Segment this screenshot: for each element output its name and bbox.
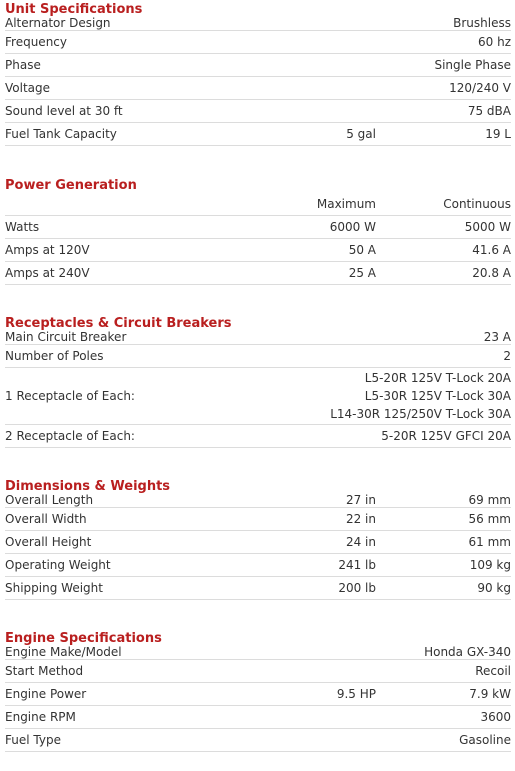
table-row — [5, 262, 511, 285]
row-value-metric: 69 mm — [376, 494, 511, 508]
row-value: 60 hz — [376, 31, 511, 54]
row-label: Fuel Type — [5, 729, 250, 752]
table-row — [5, 554, 511, 577]
table-row — [5, 216, 511, 239]
spec-table — [5, 193, 511, 285]
table-row — [5, 508, 511, 531]
row-label: Amps at 240V — [5, 262, 250, 285]
spec-table — [5, 331, 511, 448]
section-title: Engine Specifications — [5, 631, 162, 646]
unit-specifications-section — [5, 0, 511, 146]
row-label: Operating Weight — [5, 554, 250, 577]
section-title: Power Generation — [5, 178, 137, 193]
column-header — [5, 193, 250, 216]
receptacle-item: L5-20R 125V T-Lock 20A — [364, 371, 511, 385]
row-value: Brushless — [376, 17, 511, 31]
power-generation-section — [5, 176, 511, 285]
column-header-continuous: Continuous — [376, 193, 511, 216]
table-row — [5, 660, 511, 683]
row-value-metric: 109 kg — [376, 554, 511, 577]
row-value: 120/240 V — [376, 77, 511, 100]
row-value-imperial — [250, 646, 376, 660]
row-value-metric: 61 mm — [376, 531, 511, 554]
row-value-imperial — [250, 100, 376, 123]
row-value-imperial: 22 in — [250, 508, 376, 531]
table-row — [5, 425, 511, 448]
table-row — [5, 123, 511, 146]
table-row — [5, 54, 511, 77]
spec-table — [5, 494, 511, 600]
row-label: Watts — [5, 216, 250, 239]
table-row — [5, 706, 511, 729]
section-title: Dimensions & Weights — [5, 479, 171, 494]
table-row — [5, 331, 511, 345]
row-value-imperial — [250, 31, 376, 54]
row-value-imperial — [250, 54, 376, 77]
row-value-imperial — [250, 345, 376, 368]
row-value-imperial: 24 in — [250, 531, 376, 554]
row-value-continuous: 41.6 A — [376, 239, 511, 262]
row-value-imperial: 241 lb — [250, 554, 376, 577]
row-label: Overall Width — [5, 508, 250, 531]
row-value: Recoil — [376, 660, 511, 683]
row-value: 23 A — [376, 331, 511, 345]
row-label: Number of Poles — [5, 345, 250, 368]
row-label: Engine Make/Model — [5, 646, 250, 660]
table-row — [5, 239, 511, 262]
row-value-imperial — [250, 331, 376, 345]
column-header-maximum: Maximum — [250, 193, 376, 216]
table-row — [5, 345, 511, 368]
spec-table — [5, 646, 511, 752]
table-row — [5, 531, 511, 554]
row-label: Amps at 120V — [5, 239, 250, 262]
receptacle-item: L5-30R 125V T-Lock 30A — [364, 389, 511, 403]
row-value: 5-20R 125V GFCI 20A — [250, 425, 511, 448]
row-label: Overall Length — [5, 494, 250, 508]
table-row — [5, 683, 511, 706]
table-row — [5, 368, 511, 425]
row-value-metric: 90 kg — [376, 577, 511, 600]
row-value: Single Phase — [376, 54, 511, 77]
spec-table — [5, 17, 511, 146]
row-value: 7.9 kW — [376, 683, 511, 706]
row-value-maximum: 6000 W — [250, 216, 376, 239]
row-label: Engine RPM — [5, 706, 250, 729]
row-value-imperial — [250, 77, 376, 100]
table-row — [5, 577, 511, 600]
table-row — [5, 100, 511, 123]
row-value: Honda GX-340 — [376, 646, 511, 660]
table-row — [5, 646, 511, 660]
row-value-imperial — [250, 706, 376, 729]
row-value-continuous: 20.8 A — [376, 262, 511, 285]
row-value-imperial — [250, 660, 376, 683]
section-title: Unit Specifications — [5, 2, 143, 17]
row-value-imperial — [250, 729, 376, 752]
table-row — [5, 494, 511, 508]
row-label: Start Method — [5, 660, 250, 683]
row-value: 19 L — [376, 123, 511, 146]
row-label: Phase — [5, 54, 250, 77]
row-value-metric: 56 mm — [376, 508, 511, 531]
row-value: 75 dBA — [376, 100, 511, 123]
row-label: Overall Height — [5, 531, 250, 554]
row-value-imperial: 27 in — [250, 494, 376, 508]
row-label: Alternator Design — [5, 17, 250, 31]
receptacle-list — [250, 368, 511, 425]
row-label: Fuel Tank Capacity — [5, 123, 250, 146]
receptacles-section — [5, 314, 511, 448]
row-label: Engine Power — [5, 683, 250, 706]
row-label: Frequency — [5, 31, 250, 54]
dimensions-weights-section — [5, 477, 511, 600]
row-value: 2 — [376, 345, 511, 368]
row-label: Main Circuit Breaker — [5, 331, 250, 345]
row-value-imperial — [250, 17, 376, 31]
row-label: 1 Receptacle of Each: — [5, 368, 250, 425]
table-row — [5, 77, 511, 100]
row-label: 2 Receptacle of Each: — [5, 425, 250, 448]
table-row — [5, 729, 511, 752]
receptacle-item: L14-30R 125/250V T-Lock 30A — [330, 407, 511, 421]
section-title: Receptacles & Circuit Breakers — [5, 316, 232, 331]
row-label: Shipping Weight — [5, 577, 250, 600]
row-label: Voltage — [5, 77, 250, 100]
row-value-maximum: 50 A — [250, 239, 376, 262]
row-value-imperial: 200 lb — [250, 577, 376, 600]
engine-specifications-section — [5, 629, 511, 752]
row-value-continuous: 5000 W — [376, 216, 511, 239]
row-value: Gasoline — [376, 729, 511, 752]
row-value-maximum: 25 A — [250, 262, 376, 285]
table-header-row — [5, 193, 511, 216]
row-label: Sound level at 30 ft — [5, 100, 250, 123]
row-value: 3600 — [376, 706, 511, 729]
table-row — [5, 31, 511, 54]
table-row — [5, 17, 511, 31]
row-value-imperial: 5 gal — [250, 123, 376, 146]
row-value-imperial: 9.5 HP — [250, 683, 376, 706]
